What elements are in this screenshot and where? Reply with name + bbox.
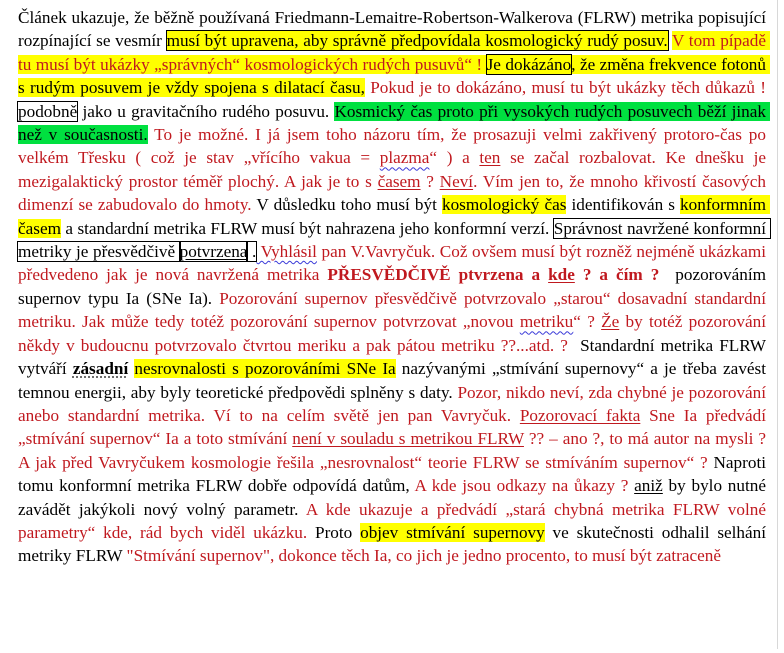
comment-text-red: se začal rozbalovat. Ke dnešku je mezigalaktický prostor téměř plochý. A jak je to s <box>18 148 771 191</box>
highlighted-text-yellow: objev stmívání supernovy <box>360 522 545 542</box>
spellcheck-flagged-word: Vyhlásil <box>256 242 317 262</box>
highlighted-text-green: Kosmický čas proto při vysokých rudých posuvech běží jinak než v současnosti. <box>18 101 771 145</box>
text-run: nazývanými „stmívání supernovy“ a je třeba zavést temnou energii, aby byly teoretické předpovědi splněny s daty. <box>18 359 771 402</box>
comment-text-red: Pozorovací fakta <box>519 405 641 425</box>
text-run: aniž <box>634 476 663 496</box>
comment-text-red: ?? – ano ?, to má autor na mysli ? A jak před Vavryčukem kosmologie řešila „nesrovnalost“ teorie FLRW se stmíváním supernov“ ? <box>18 429 770 472</box>
spellcheck-flagged-word: metriku <box>519 312 574 332</box>
text-run: by bylo nutné zavádět jakýkoli nový volný parametr. <box>18 476 771 519</box>
comment-text-red: pan V.Vavryčuk. Což ovšem musí být rozněž nejméně ukázkami předvedeno jak je nová navržená metrika <box>18 242 771 285</box>
comment-text-red: “ ? <box>573 312 602 332</box>
comment-text-red: Pokud je to dokázáno, musí tu být ukázky těch důkazů ! <box>364 78 771 98</box>
text-run: pozorováním supernov typu Ia (SNe Ia). <box>18 265 771 308</box>
document-body <box>18 6 771 568</box>
highlighted-text-yellow: , že změna frekvence fotonů s rudým posuvem je vždy spojena s dilatací času, <box>18 54 771 98</box>
boxed-text: . <box>247 242 257 262</box>
text-run: a standardní metrika FLRW musí být nahrazena jeho konformní verzí. <box>60 218 554 238</box>
text-run: V důsledku toho musí být <box>251 195 442 215</box>
highlighted-text-yellow: V tom pípadě tu musí být ukázky „správných“ kosmologických rudých pusuvů“ ! <box>18 31 771 74</box>
comment-text-red: To je možné. I já jsem toho názoru tím, že prosazuji velmi zakřivený protoro-čas po velkém Třesku ( což je stav „vřícího vakua = <box>18 125 771 168</box>
comment-text-red: "Stmívání supernov", dokonce těch Ia, co jich je jedno procento, to musí být zatraceně <box>126 546 721 566</box>
text-run: Standardní metrika FLRW vytváří <box>18 335 771 379</box>
highlighted-text-yellow: kosmologický čas <box>441 195 567 215</box>
comment-text-red: ? <box>420 171 440 191</box>
page-bottom <box>0 649 784 653</box>
text-run: Proto <box>307 522 361 542</box>
text-run: jako u gravitačního rudého posuvu. <box>77 101 335 121</box>
comment-text-red: . Vím jen to, že mnoho křivostí časových dimenzí se zabudovalo do hmoty. <box>18 171 771 215</box>
comment-text-red: by totéž pozorování někdy v budoucnu potvrzovalo čtvrtou meriku a pak pátou metriku ??...atd. ? <box>18 312 771 355</box>
text-run: identifikován s <box>566 195 681 215</box>
comment-text-red: A kde jsou odkazy na ůkazy ? <box>409 476 635 496</box>
boxed-text: Je dokázáno <box>486 54 572 74</box>
text-run: Článek ukazuje, že běžně používaná Friedmann-Lemaitre-Robertson-Walkerova (FLRW) metrika popisující rozpínající se vesmír <box>18 8 771 51</box>
comment-text-red: časem <box>377 171 421 191</box>
comment-text-red: Neví <box>439 171 474 191</box>
text-run: Naproti tomu konformní metrika FLRW dobře odpovídá datům, <box>18 452 771 496</box>
text-run: zásadní <box>72 359 129 379</box>
comment-text-red: Pozorování supernov přesvědčivě potvrzovalo „starou“ dosavadní standardní metriku. Jak může tedy totéž pozorování supernov potvrzovat „novou <box>18 288 771 332</box>
comment-text-red: PŘESVĚDČIVĚ ptvrzena a <box>327 265 549 285</box>
comment-text-red: Pozor, nikdo neví, zda chybné je pozorování anebo standardní metrika. Ví to na celím světě jen pan Vavryčuk. <box>18 382 771 425</box>
boxed-text: potvrzena <box>179 242 248 262</box>
boxed-text: musí být upravena, aby správně předpovídala kosmologický rudý posuv. <box>166 31 668 51</box>
comment-text-red: ten <box>479 148 501 168</box>
page-edge-rule <box>777 0 778 653</box>
comment-text-red: Sne Ia předvádí „stmívání supernov“ Ia a toto stmívání <box>18 405 771 449</box>
comment-text-red: “ ) a <box>429 148 480 168</box>
text-run: ve skutečnosti odhalil selhání metriky FLRW <box>18 522 771 566</box>
comment-text-red: není v souladu s metrikou FLRW <box>292 429 524 449</box>
spellcheck-flagged-word: plazma <box>379 148 430 168</box>
comment-text-red: ? a čím ? <box>574 265 660 285</box>
boxed-text: podobně <box>18 101 78 121</box>
comment-text-red: A kde ukazuje a předvádí „stará chybná metrika FLRW volné parametry“ kde, rád bych viděl ukázku. <box>18 499 771 542</box>
boxed-text: Správnost navržené konformní metriky je přesvědčivě <box>18 218 771 262</box>
comment-text-red: Že <box>601 312 620 332</box>
highlighted-text-yellow: konformním časem <box>18 195 771 238</box>
comment-text-red: kde <box>548 265 575 285</box>
highlighted-text-yellow: nesrovnalosti s pozorováními SNe Ia <box>134 359 396 379</box>
